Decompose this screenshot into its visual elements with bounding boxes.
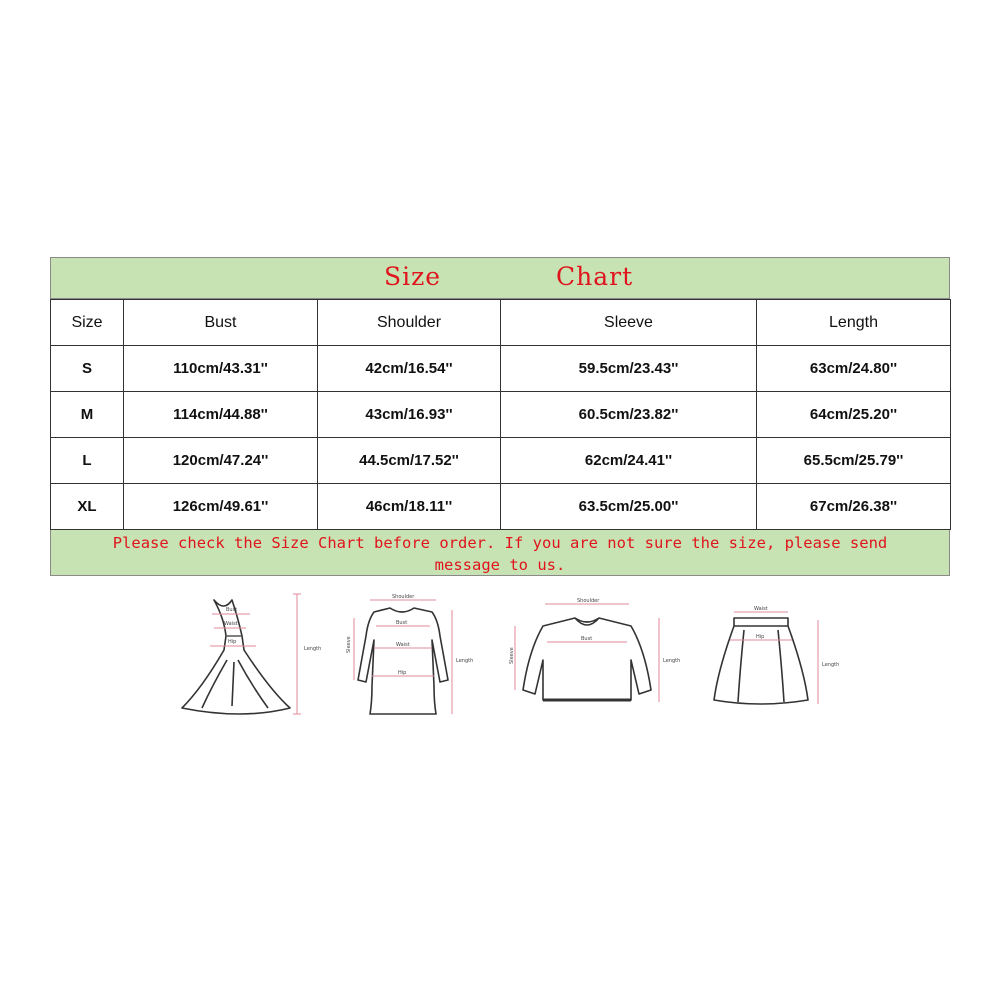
- sweater-length-label: Length: [663, 658, 680, 664]
- header-bust: Bust: [124, 300, 318, 346]
- skirt-hip-label: Hip: [756, 634, 765, 640]
- sweater-bust-label: Bust: [581, 636, 593, 642]
- top-bust-label: Bust: [396, 620, 408, 626]
- header-sleeve: Sleeve: [501, 300, 757, 346]
- size-table: [50, 299, 951, 530]
- top-length-label: Length: [456, 658, 474, 664]
- size-chart-title-bar: [50, 257, 950, 299]
- dress-hip-label: Hip: [228, 639, 237, 645]
- table-row: [51, 438, 951, 484]
- size-chart: [50, 257, 950, 576]
- cell-bust: 126cm/49.61'': [124, 484, 318, 530]
- table-row: [51, 392, 951, 438]
- dress-diagram: [172, 590, 332, 725]
- cell-shoulder: 46cm/18.11'': [318, 484, 501, 530]
- skirt-length-label: Length: [822, 662, 840, 668]
- cell-length: 65.5cm/25.79'': [757, 438, 951, 484]
- cell-bust: 110cm/43.31'': [124, 346, 318, 392]
- cell-sleeve: 63.5cm/25.00'': [501, 484, 757, 530]
- cell-bust: 120cm/47.24'': [124, 438, 318, 484]
- dress-waist-label: Waist: [224, 621, 238, 627]
- cell-bust: 114cm/44.88'': [124, 392, 318, 438]
- cell-size: S: [51, 346, 124, 392]
- cell-length: 64cm/25.20'': [757, 392, 951, 438]
- table-row: [51, 346, 951, 392]
- order-note: [50, 530, 950, 576]
- sweater-diagram: [505, 590, 680, 725]
- cell-size: XL: [51, 484, 124, 530]
- cell-shoulder: 43cm/16.93'': [318, 392, 501, 438]
- sweater-shoulder-label: Shoulder: [577, 598, 600, 604]
- top-diagram: [340, 590, 490, 725]
- order-note-line-2: message to us.: [434, 556, 566, 574]
- dress-length-label: Length: [304, 646, 322, 652]
- title-chart: Chart: [556, 262, 634, 291]
- header-length: Length: [757, 300, 951, 346]
- cell-shoulder: 42cm/16.54'': [318, 346, 501, 392]
- top-waist-label: Waist: [396, 642, 410, 648]
- dress-bust-label: Bust: [226, 607, 238, 613]
- cell-size: M: [51, 392, 124, 438]
- sweater-sleeve-label: Sleeve: [509, 647, 515, 664]
- top-sleeve-label: Sleeve: [346, 636, 352, 653]
- cell-length: 63cm/24.80'': [757, 346, 951, 392]
- measurement-diagrams: [160, 590, 860, 730]
- top-hip-label: Hip: [398, 670, 407, 676]
- top-shoulder-label: Shoulder: [392, 594, 415, 600]
- cell-shoulder: 44.5cm/17.52'': [318, 438, 501, 484]
- cell-sleeve: 59.5cm/23.43'': [501, 346, 757, 392]
- order-note-line-1: Please check the Size Chart before order. If you are not sure the size, please send: [112, 534, 888, 552]
- header-size: Size: [51, 300, 124, 346]
- table-header-row: [51, 300, 951, 346]
- cell-length: 67cm/26.38'': [757, 484, 951, 530]
- table-row: [51, 484, 951, 530]
- cell-sleeve: 62cm/24.41'': [501, 438, 757, 484]
- cell-sleeve: 60.5cm/23.82'': [501, 392, 757, 438]
- cell-size: L: [51, 438, 124, 484]
- skirt-waist-label: Waist: [754, 606, 768, 612]
- skirt-diagram: [700, 590, 850, 725]
- title-size: Size: [384, 262, 442, 291]
- header-shoulder: Shoulder: [318, 300, 501, 346]
